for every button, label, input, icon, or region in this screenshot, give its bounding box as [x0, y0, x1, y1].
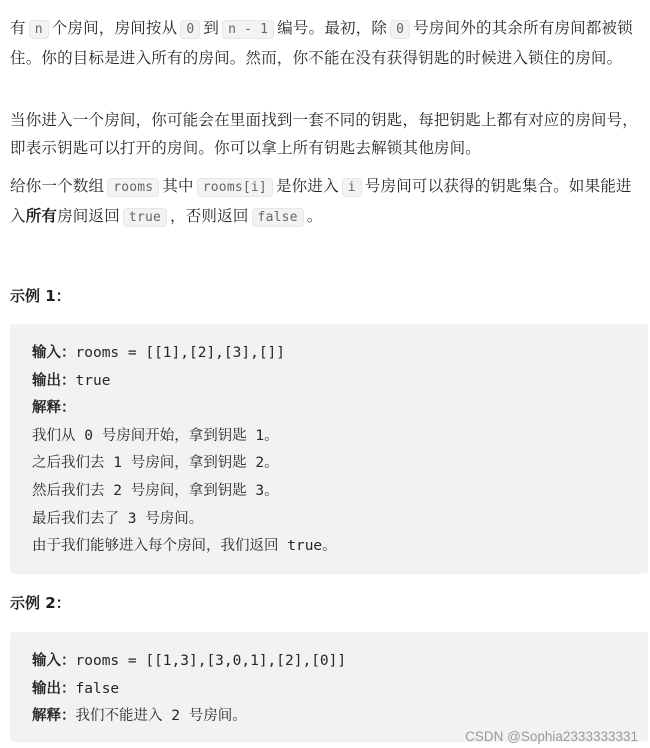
- text-span: 其中: [162, 177, 194, 195]
- example-1-explain-line: [32, 395, 626, 423]
- example-1-output-line: [32, 368, 626, 396]
- example-1-title: 示例 1：: [10, 287, 71, 305]
- text-span: 号房间外的其余所有房间都被锁住。你的目标是进入所有的房间。然而，你不能在没有获得钥匙的时候进入锁住的房间。: [10, 19, 633, 67]
- text-span: 给你一个数组: [10, 177, 105, 195]
- text-span: 到: [203, 19, 220, 37]
- text-span: 房间返回: [57, 207, 120, 225]
- explain-value: 我们不能进入 2 号房间。: [75, 708, 247, 725]
- text-span: ，否则返回: [170, 207, 249, 225]
- text-span: 编号。最初，除: [277, 19, 388, 37]
- output-label: 输出：: [32, 680, 76, 697]
- inline-code-zero: 0: [390, 20, 410, 39]
- explanation-line: 我们从 0 号房间开始，拿到钥匙 1。: [32, 427, 279, 444]
- example-2-title: 示例 2：: [10, 594, 71, 612]
- example-2-code-block: [10, 632, 648, 742]
- output-value: true: [75, 372, 111, 389]
- text-span: 是你进入: [275, 177, 339, 195]
- example-2-output-line: [32, 676, 626, 704]
- example-1-input-line: [32, 340, 626, 368]
- example-2-explain-line: [32, 703, 626, 731]
- text-span: 个房间，房间按从: [51, 19, 178, 37]
- text-span: 有: [10, 19, 26, 37]
- inline-code-rooms: rooms: [107, 178, 159, 197]
- explanation-line: 最后我们去了 3 号房间。: [32, 510, 204, 527]
- explain-label: 解释：: [32, 400, 76, 417]
- csdn-watermark: CSDN @Sophia2333333331: [465, 729, 638, 744]
- input-value: rooms = [[1,3],[3,0,1],[2],[0]]: [75, 653, 347, 669]
- text-span: 号房间可以获得的钥匙集合。如果能进入: [10, 177, 632, 225]
- explanation-line: 由于我们能够进入每个房间，我们返回 true。: [32, 538, 337, 555]
- explain-label: 解释：: [32, 708, 76, 725]
- explanation-line: 之后我们去 1 号房间，拿到钥匙 2。: [32, 455, 279, 472]
- output-value: false: [75, 680, 120, 697]
- example-2-input-line: [32, 648, 626, 676]
- inline-code-n-minus-1: n - 1: [222, 20, 274, 39]
- description-paragraph-2: 当你进入一个房间，你可能会在里面找到一套不同的钥匙，每把钥匙上都有对应的房间号，即表示钥匙可以打开的房间。你可以拿上所有钥匙去解锁其他房间。: [10, 111, 639, 157]
- input-value: rooms = [[1],[2],[3],[]]: [75, 345, 286, 361]
- inline-code-false: false: [252, 208, 304, 227]
- text-span: 。: [306, 207, 323, 225]
- input-label: 输入：: [32, 345, 76, 361]
- explanation-line: 然后我们去 2 号房间，拿到钥匙 3。: [32, 482, 279, 499]
- inline-code-i: i: [342, 178, 362, 197]
- inline-code-zero: 0: [180, 20, 200, 39]
- description-paragraph-3: [10, 172, 646, 232]
- input-label: 输入：: [32, 653, 76, 669]
- output-label: 输出：: [32, 372, 76, 389]
- inline-code-n: n: [29, 20, 49, 39]
- inline-code-true: true: [123, 208, 167, 227]
- description-paragraph-1: [10, 14, 646, 72]
- inline-code-rooms-i: rooms[i]: [197, 178, 273, 197]
- example-1-code-block: [10, 324, 648, 574]
- emphasis-all: 所有: [25, 207, 58, 225]
